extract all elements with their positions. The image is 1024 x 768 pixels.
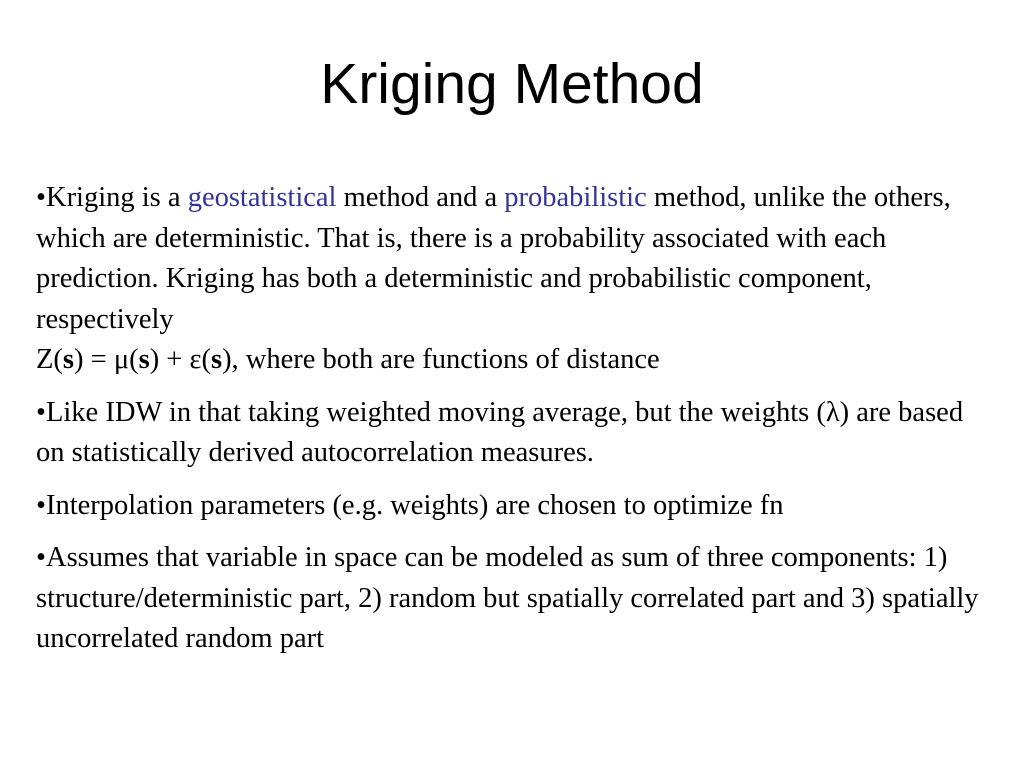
bullet-item-3	[36, 486, 986, 527]
bullet-item-1	[36, 178, 986, 381]
bullet-marker: •	[36, 182, 46, 213]
bullet1-text-c: method, unlike the others, which are deterministic. That is, there is a probability associated with each prediction. Kriging has both a deterministic and probabilistic component, respectively	[36, 182, 951, 335]
equation-tail: ), where both are functions of distance	[222, 344, 660, 375]
probabilistic-term: probabilistic	[504, 182, 647, 213]
bullet2-text: Like IDW in that taking weighted moving average, but the weights (λ) are based on statistically derived autocorrelation measures.	[36, 396, 964, 468]
equation-epsilon: ) + ε(	[149, 344, 211, 375]
equation-z: Z(	[36, 344, 63, 375]
bullet-marker: •	[36, 489, 46, 521]
slide-content	[36, 178, 986, 672]
equation-s-3: s	[210, 344, 223, 375]
bullet-marker: •	[36, 396, 46, 428]
bullet-marker: •	[36, 542, 46, 573]
geostatistical-term: geostatistical	[187, 182, 337, 213]
equation-mu: ) = μ(	[74, 344, 139, 375]
slide-title: Kriging Method	[320, 52, 704, 116]
equation-s-1: s	[62, 344, 74, 375]
bullet3-text: Interpolation parameters (e.g. weights) are chosen to optimize fn	[45, 489, 784, 521]
bullet-item-4	[36, 538, 986, 660]
bullet-item-2	[36, 393, 986, 474]
bullet4-text: Assumes that variable in space can be modeled as sum of three components: 1) structure/deterministic part, 2) random but spatially correlated part and 3) spatially uncorrelated random part	[36, 542, 979, 654]
equation-s-2: s	[138, 344, 150, 375]
bullet1-text-a: Kriging is a	[45, 182, 188, 213]
bullet1-text-b: method and a	[336, 182, 505, 213]
